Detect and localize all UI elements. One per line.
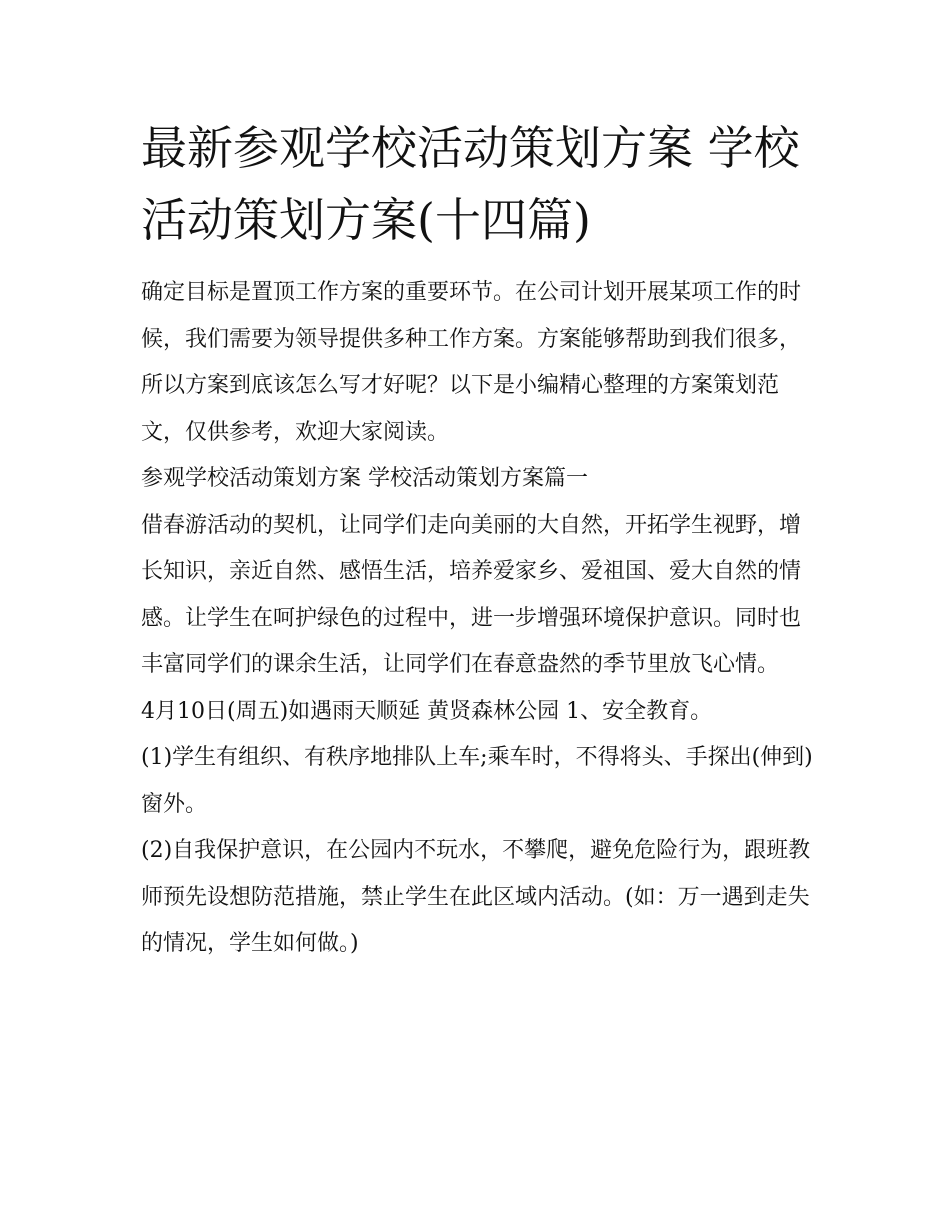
paragraph-schedule: 4月10日(周五)如遇雨天顺延 黄贤森林公园 1、安全教育。 [141,698,713,724]
paragraph-intro: 确定目标是置顶工作方案的重要环节。在公司计划开展某项工作的时候，我们需要为领导提供多种工作方案。方案能够帮助到我们很多，所以方案到底该怎么写才好呢？以下是小编精心整理的方案策划范文，仅供参考，欢迎大家阅读。 [141,280,802,445]
document-body [141,112,821,968]
document-title: 最新参观学校活动策划方案 学校活动策划方案(十四篇) [141,121,800,247]
section-heading: 参观学校活动策划方案 学校活动策划方案篇一 [141,466,588,491]
title-spacer [141,256,821,270]
paragraph-safety-2: (2)自我保护意识，在公园内不玩水，不攀爬，避免危险行为，跟班教师预先设想防范措施，禁止学生在此区域内活动。(如：万一遇到走失的情况，学生如何做。) [141,838,811,956]
paragraph-purpose: 借春游活动的契机，让同学们走向美丽的大自然，开拓学生视野，增长知识，亲近自然、感悟生活，培养爱家乡、爱祖国、爱大自然的情感。让学生在呵护绿色的过程中，进一步增强环境保护意识。同时也丰富同学们的课余生活，让同学们在春意盎然的季节里放飞心情。 [141,512,802,677]
paragraph-safety-1: (1)学生有组织、有秩序地排队上车;乘车时，不得将头、手探出(伸到)窗外。 [141,745,813,817]
